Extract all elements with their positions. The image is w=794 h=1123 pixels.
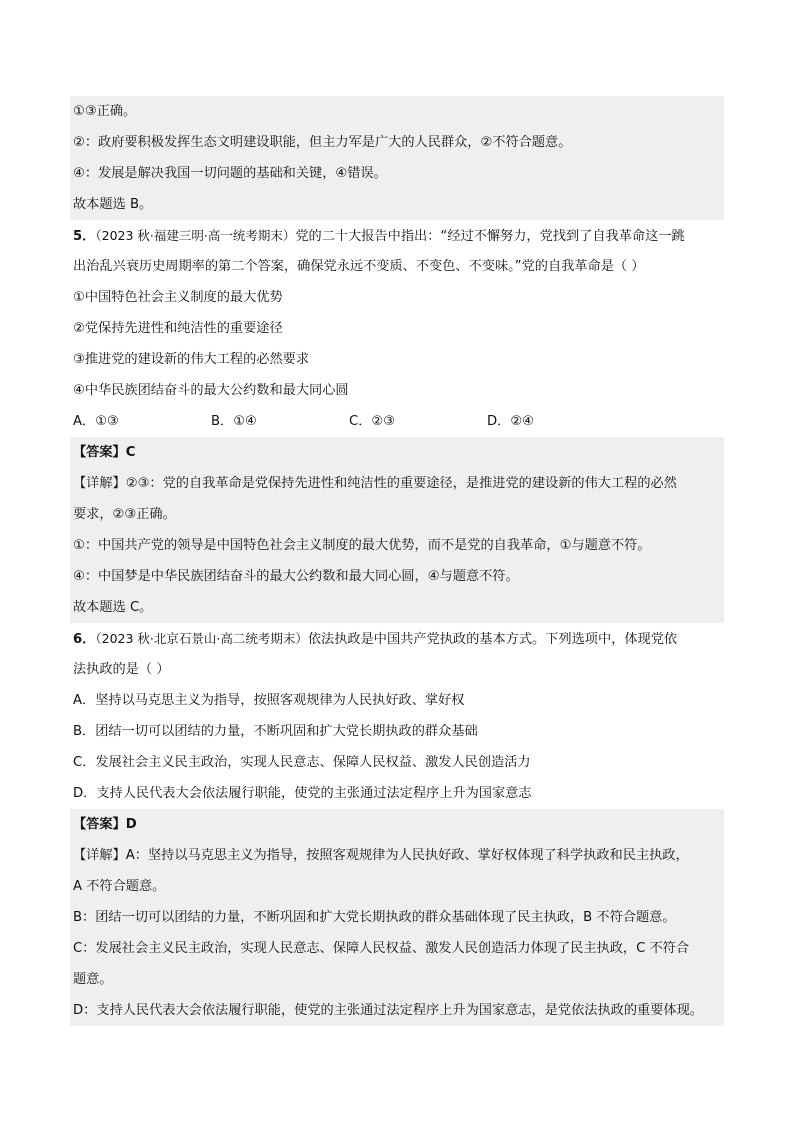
q5-item-4: ④中华民族团结奋斗的最大公约数和最大同心圆 xyxy=(73,383,349,398)
q6-option-b: B．团结一切可以团结的力量，不断巩固和扩大党长期执政的群众基础 xyxy=(73,724,478,739)
q5-source: （2023 秋·福建三明·高一统考期末） xyxy=(95,228,296,243)
q6-source: （2023 秋·北京石景山·高二统考期末） xyxy=(95,631,308,646)
q6-option-d: D．支持人民代表大会依法履行职能，使党的主张通过法定程序上升为国家意志 xyxy=(73,786,532,801)
q6-stem-line-2: 法执政的是（ ） xyxy=(73,662,170,677)
q5-explain-line-5: 故本题选 C。 xyxy=(70,592,724,623)
q6-number: 6． xyxy=(73,632,96,647)
q5-item-1: ①中国特色社会主义制度的最大优势 xyxy=(73,290,283,305)
prev-explain-line-3: ④：发展是解决我国一切问题的基础和关键，④错误。 xyxy=(70,158,724,189)
q5-option-d: D．②④ xyxy=(487,414,534,429)
q5-option-a: A．①③ xyxy=(73,414,119,429)
q5-explain-line-1: 【详解】②③：党的自我革命是党保持先进性和纯洁性的重要途径，是推进党的建设新的伟大工程的必然 xyxy=(70,468,724,499)
q6-explain-line-6: D：支持人民代表大会依法履行职能，使党的主张通过法定程序上升为国家意志，是党依法执政的重要体现。 xyxy=(70,995,724,1026)
q6-explain-line-1: 【详解】A：坚持以马克思主义为指导，按照客观规律为人民执好政、掌好权体现了科学执政和民主执政， xyxy=(70,840,724,871)
q5-number: 5． xyxy=(73,229,96,244)
q6-explain-line-3: B：团结一切可以团结的力量，不断巩固和扩大党长期执政的群众基础体现了民主执政，B 不符合题意。 xyxy=(70,902,724,933)
document-page xyxy=(70,96,724,1026)
q5-stem-line-1 xyxy=(70,220,724,251)
q6-explain-line-4: C：发展社会主义民主政治，实现人民意志、保障人民权益、激发人民创造活力体现了民主执政，C 不符合 xyxy=(70,933,724,964)
q5-option-b: B．①④ xyxy=(211,414,257,429)
q5-options xyxy=(70,406,724,437)
q5-item-2: ②党保持先进性和纯洁性的重要途径 xyxy=(73,321,283,336)
prev-explain-line-1: ①③正确。 xyxy=(70,96,724,127)
q5-stem-text: 党的二十大报告中指出：“经过不懈努力，党找到了自我革命这一跳 xyxy=(295,229,685,244)
q6-explain-line-5: 题意。 xyxy=(70,964,724,995)
q5-explain-line-4: ④：中国梦是中华民族团结奋斗的最大公约数和最大同心圆，④与题意不符。 xyxy=(70,561,724,592)
q6-stem-line-1 xyxy=(70,623,724,654)
q5-stem-line-2: 出治乱兴衰历史周期率的第二个答案，确保党永远不变质、不变色、不变味。”党的自我革命是（ ） xyxy=(73,259,645,274)
q5-explain-line-2: 要求，②③正确。 xyxy=(70,499,724,530)
q6-option-c: C．发展社会主义民主政治，实现人民意志、保障人民权益、激发人民创造活力 xyxy=(73,755,531,770)
q5-answer: 【答案】C xyxy=(70,437,724,468)
prev-explain-line-4: 故本题选 B。 xyxy=(70,189,724,220)
q5-explain-line-3: ①：中国共产党的领导是中国特色社会主义制度的最大优势，而不是党的自我革命，①与题意不符。 xyxy=(70,530,724,561)
prev-explain-line-2: ②：政府要积极发挥生态文明建设职能，但主力军是广大的人民群众，②不符合题意。 xyxy=(70,127,724,158)
q5-item-3: ③推进党的建设新的伟大工程的必然要求 xyxy=(73,352,310,367)
q6-option-a: A．坚持以马克思主义为指导，按照客观规律为人民执好政、掌好权 xyxy=(73,693,465,708)
q5-option-c: C．②③ xyxy=(349,414,396,429)
q6-stem-text: 依法执政是中国共产党执政的基本方式。下列选项中，体现党依 xyxy=(307,632,678,647)
q6-explain-line-2: A 不符合题意。 xyxy=(70,871,724,902)
q6-answer: 【答案】D xyxy=(70,809,724,840)
